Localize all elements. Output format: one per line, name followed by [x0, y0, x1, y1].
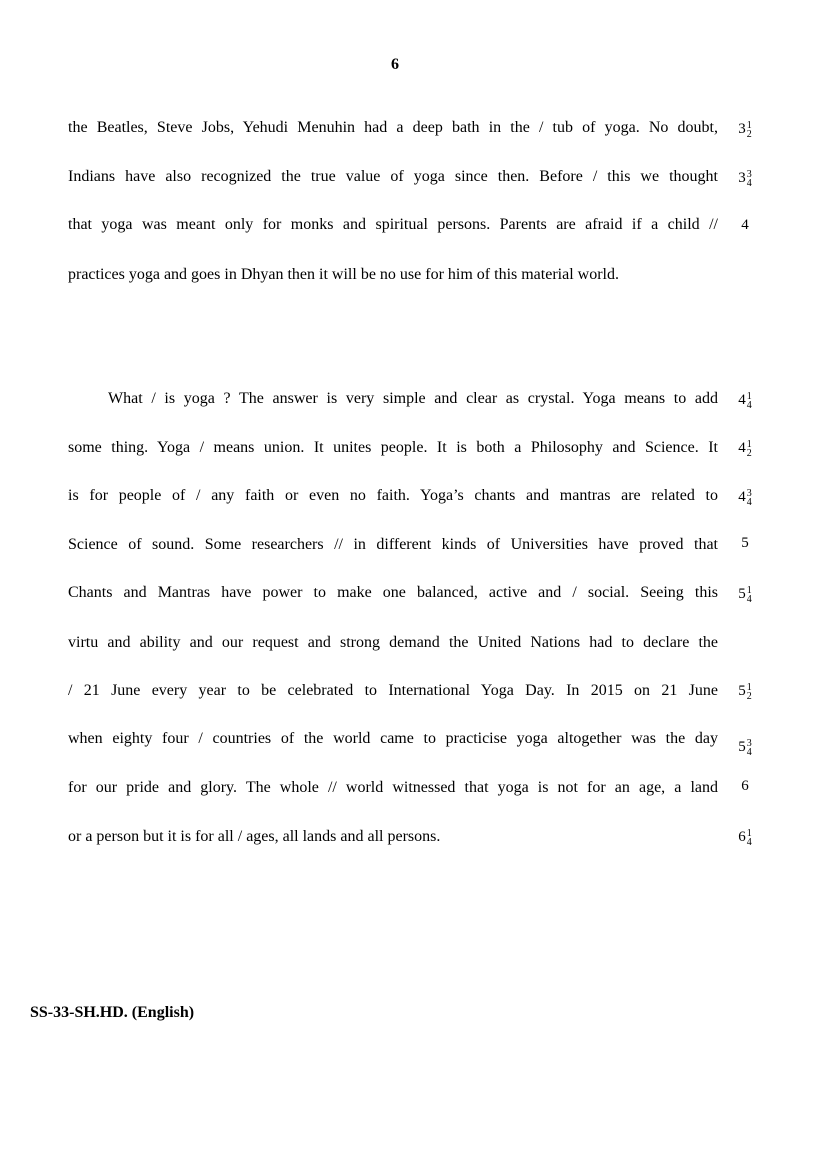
margin-mark [730, 119, 760, 139]
margin-mark [730, 215, 760, 235]
margin-mark [730, 390, 760, 410]
mark-whole: 4 [738, 489, 746, 505]
text-line: virtu and ability and our request and strong demand the United Nations had to declare the [68, 634, 718, 651]
margin-mark [730, 487, 760, 507]
mark-den: 2 [746, 128, 752, 140]
footer-code: SS-33-SH.HD. (English) [30, 1004, 195, 1021]
text-line: is for people of / any faith or even no faith. Yoga’s chants and mantras are related to [68, 487, 718, 504]
margin-mark [730, 776, 760, 796]
text-line: for our pride and glory. The whole // world witnessed that yoga is not for an age, a land [68, 779, 718, 796]
mark-fraction [747, 121, 752, 139]
mark-whole: 5 [738, 683, 746, 699]
mark-num: 1 [746, 390, 752, 402]
mark-whole: 5 [741, 535, 749, 551]
text-line: some thing. Yoga / means union. It unites people. It is both a Philosophy and Science. It [68, 439, 718, 456]
mark-whole: 4 [741, 217, 749, 233]
mark-num: 1 [746, 827, 752, 839]
mark-fraction [747, 829, 752, 847]
mark-whole: 5 [738, 586, 746, 602]
mark-den: 4 [746, 836, 752, 848]
mark-den: 4 [746, 746, 752, 758]
mark-fraction [747, 683, 752, 701]
mark-whole: 5 [738, 739, 746, 755]
mark-num: 3 [746, 487, 752, 499]
mark-fraction [747, 170, 752, 188]
mark-whole: 4 [738, 392, 746, 408]
mark-num: 3 [746, 168, 752, 180]
text-line: the Beatles, Steve Jobs, Yehudi Menuhin had a deep bath in the / tub of yoga. No doubt, [68, 119, 718, 136]
mark-fraction [747, 586, 752, 604]
mark-den: 4 [746, 399, 752, 411]
text-line: that yoga was meant only for monks and spiritual persons. Parents are afraid if a child // [68, 216, 718, 233]
mark-num: 1 [746, 584, 752, 596]
text-line: when eighty four / countries of the world came to practicise yoga altogether was the day [68, 730, 718, 747]
text-line: practices yoga and goes in Dhyan then it will be no use for him of this material world. [68, 266, 619, 283]
margin-mark [730, 827, 760, 847]
mark-num: 1 [746, 681, 752, 693]
margin-mark [730, 737, 760, 757]
mark-whole: 3 [738, 170, 746, 186]
mark-den: 4 [746, 496, 752, 508]
mark-whole: 3 [738, 121, 746, 137]
text-line: What / is yoga ? The answer is very simple and clear as crystal. Yoga means to add [108, 390, 718, 407]
text-line: or a person but it is for all / ages, all lands and all persons. [68, 828, 441, 845]
page-number: 6 [391, 56, 399, 73]
mark-den: 4 [746, 177, 752, 189]
margin-mark [730, 168, 760, 188]
mark-fraction [747, 392, 752, 410]
mark-num: 1 [746, 438, 752, 450]
margin-mark [730, 584, 760, 604]
mark-num: 3 [746, 737, 752, 749]
text-line: / 21 June every year to be celebrated to International Yoga Day. In 2015 on 21 June [68, 682, 718, 699]
mark-whole: 4 [738, 440, 746, 456]
margin-mark [730, 533, 760, 553]
mark-fraction [747, 440, 752, 458]
mark-den: 4 [746, 593, 752, 605]
mark-den: 2 [746, 447, 752, 459]
mark-den: 2 [746, 690, 752, 702]
mark-num: 1 [746, 119, 752, 131]
margin-mark [730, 438, 760, 458]
text-line: Chants and Mantras have power to make one balanced, active and / social. Seeing this [68, 584, 718, 601]
mark-fraction [747, 739, 752, 757]
margin-mark [730, 681, 760, 701]
mark-fraction [747, 489, 752, 507]
text-line: Indians have also recognized the true value of yoga since then. Before / this we thought [68, 168, 718, 185]
mark-whole: 6 [738, 829, 746, 845]
text-line: Science of sound. Some researchers // in different kinds of Universities have proved that [68, 536, 718, 553]
mark-whole: 6 [741, 778, 749, 794]
